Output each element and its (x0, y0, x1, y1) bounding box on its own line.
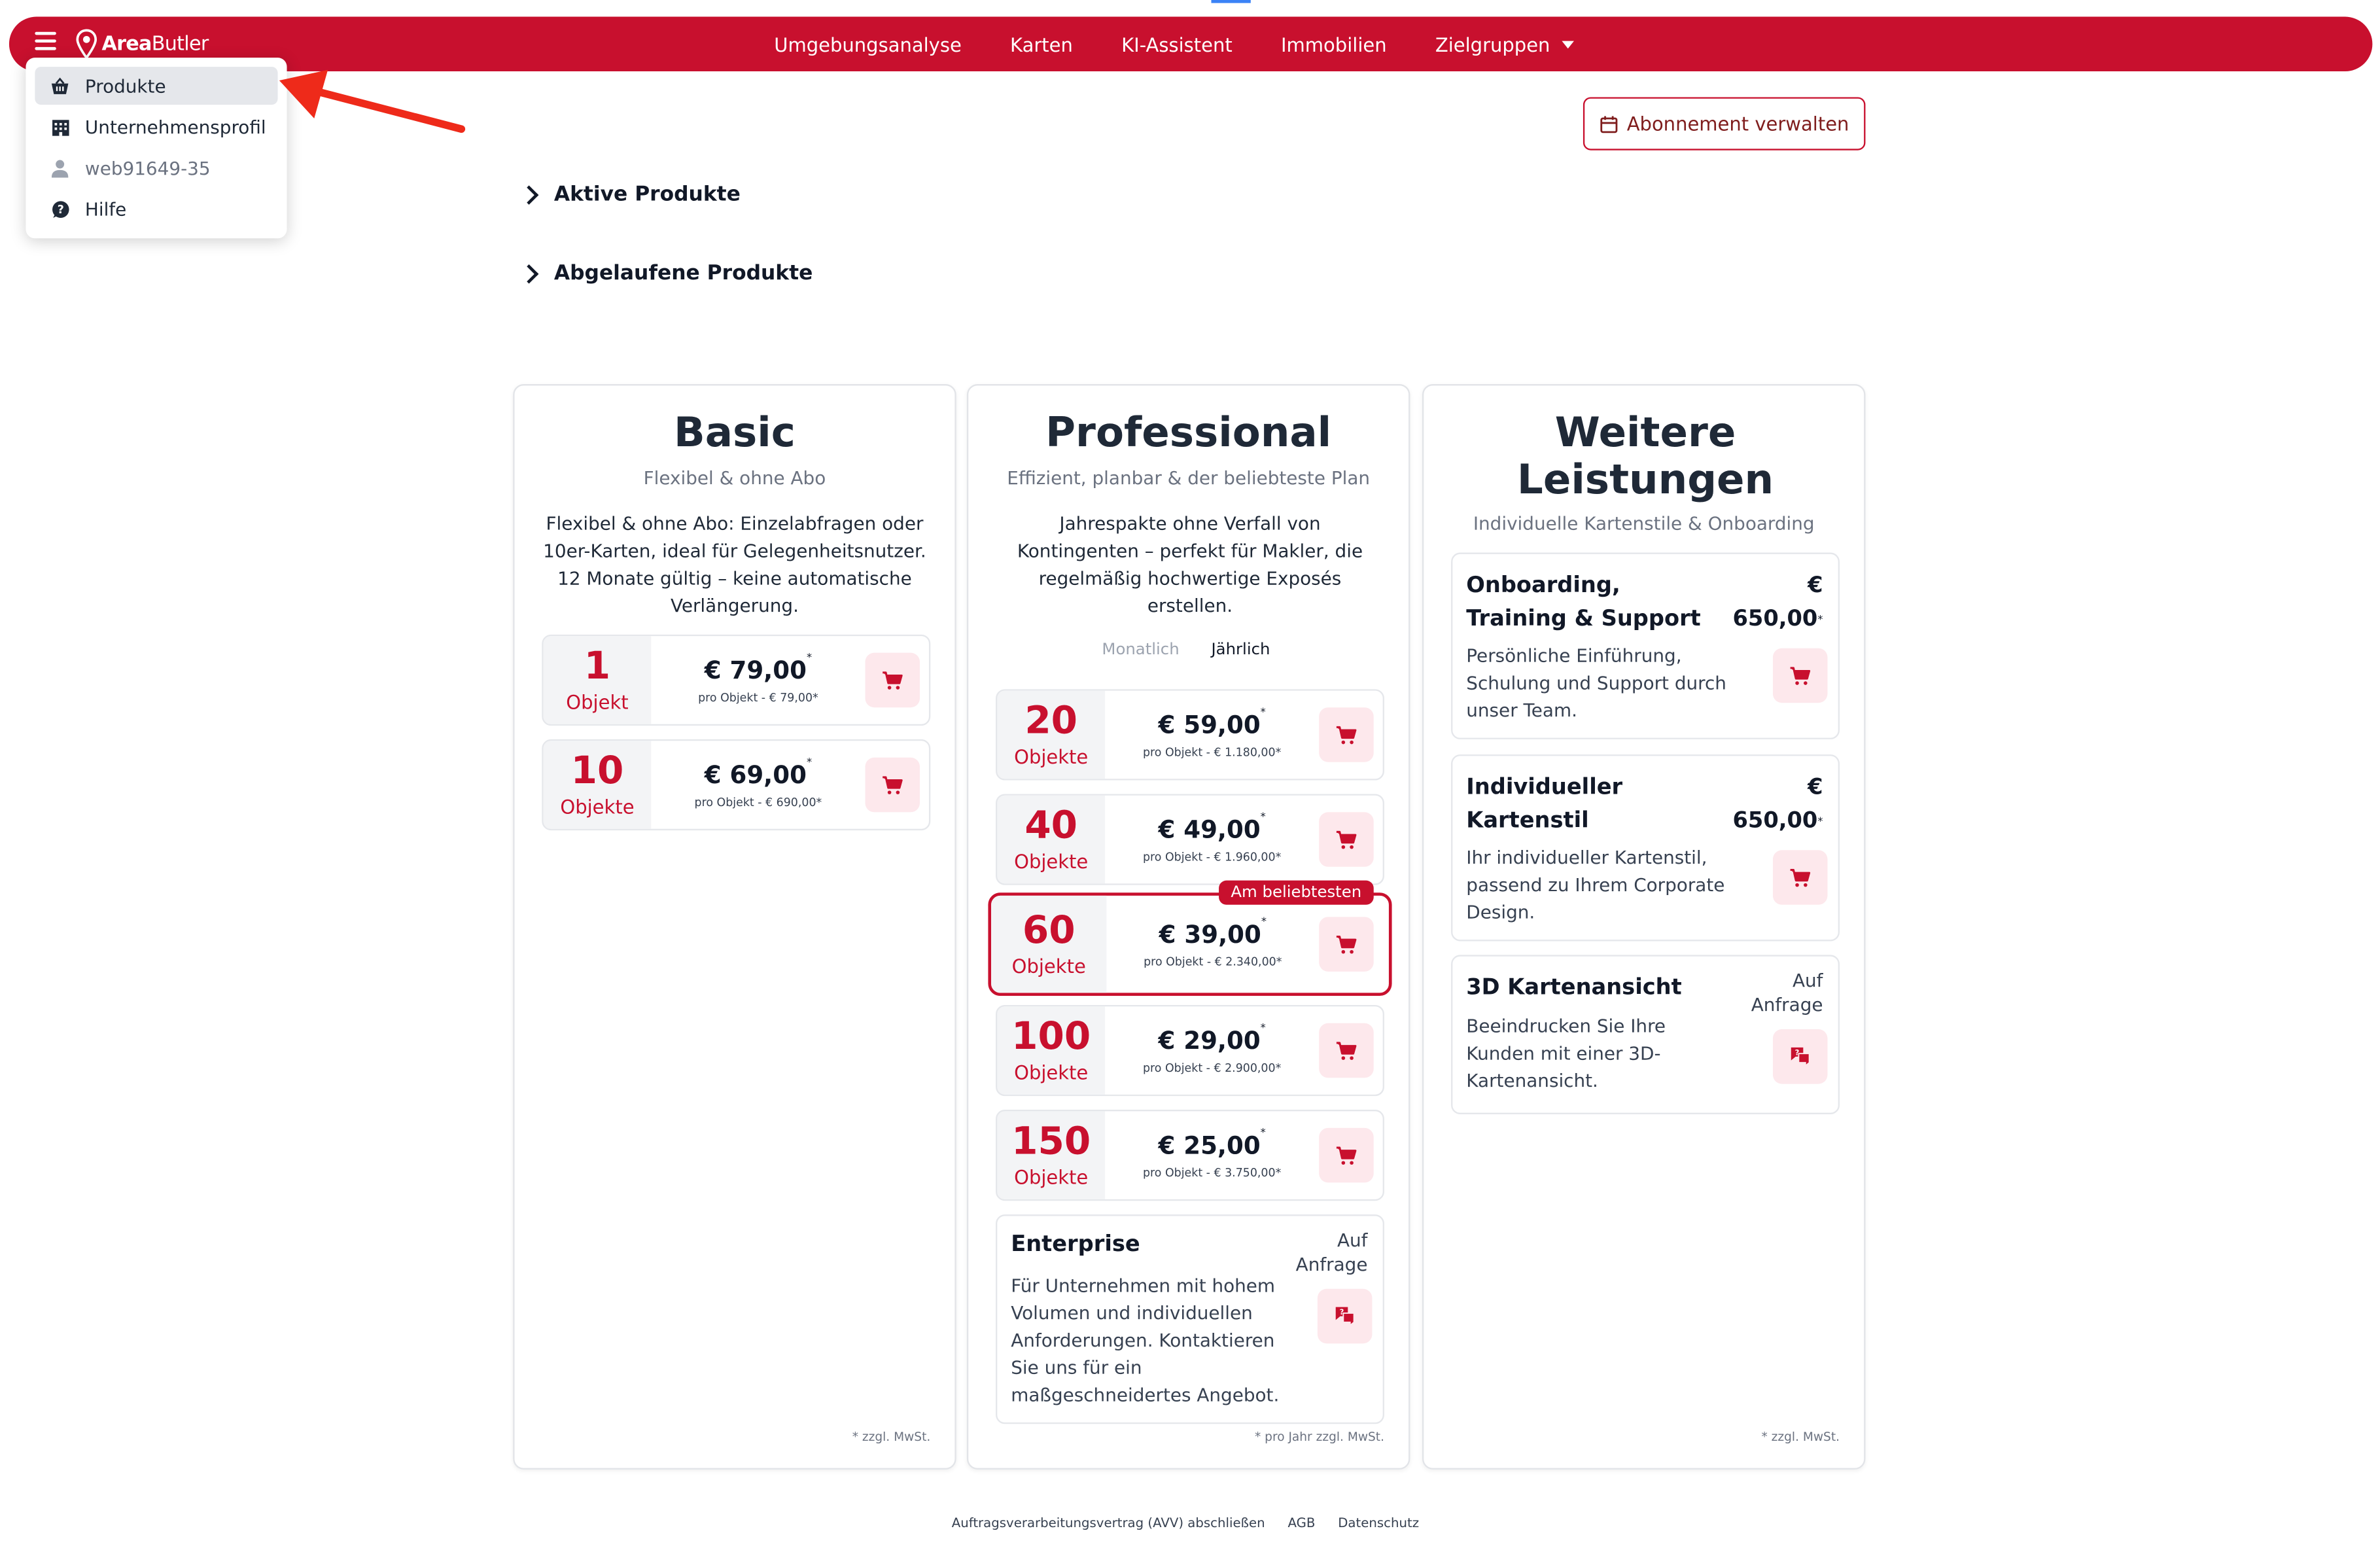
contact-request-button[interactable] (1773, 1029, 1828, 1084)
most-popular-badge: Am beliebtesten (1219, 881, 1374, 905)
nav-ki-assistent[interactable]: KI-Assistent (1121, 32, 1233, 56)
plan-count: 60 (1022, 908, 1076, 952)
enterprise-price: Auf Anfrage (1295, 1229, 1368, 1275)
active-products-label: Aktive Produkte (553, 182, 741, 207)
service-onboarding (1451, 553, 1840, 739)
card-subtitle: Effizient, planbar & der beliebteste Plan (1007, 467, 1371, 489)
enterprise-title: Enterprise (1011, 1232, 1140, 1258)
hamburger-menu-icon[interactable] (35, 32, 56, 56)
footer-link-agb[interactable]: AGB (1287, 1516, 1316, 1532)
enterprise-plan-box (996, 1214, 1384, 1424)
cart-icon (1789, 665, 1810, 685)
plan-price: € 39,00 (1159, 920, 1261, 949)
brand-name-bold: Area (101, 32, 152, 56)
menu-item-unternehmensprofil[interactable] (35, 108, 277, 146)
svg-text:?: ? (1339, 1307, 1344, 1317)
plan-per-object: pro Objekt - € 79,00* (698, 690, 818, 705)
calendar-icon (1600, 115, 1618, 133)
expired-products-toggle[interactable] (521, 261, 813, 285)
billing-toggle-monthly[interactable]: Monatlich (1102, 641, 1180, 659)
plan-price: € 29,00 (1158, 1026, 1261, 1055)
plan-price: € 69,00 (704, 760, 807, 790)
service-price-value: 650,00 (1732, 809, 1818, 834)
chat-question-icon (1334, 1305, 1355, 1326)
card-subtitle: Flexibel & ohne Abo (643, 467, 826, 489)
cart-icon (882, 775, 903, 794)
service-price-currency: € (1808, 775, 1823, 800)
plan-count: 150 (1011, 1118, 1091, 1163)
chat-question-icon (1789, 1046, 1810, 1067)
service-price: € 650,00* (1733, 569, 1823, 636)
card-title: Basic (673, 410, 796, 457)
expired-products-label: Abgelaufene Produkte (553, 261, 813, 286)
plan-count: 20 (1024, 698, 1078, 743)
card-title: Professional (1045, 410, 1332, 457)
plan-unit: Objekte (1014, 850, 1089, 873)
add-to-cart-button[interactable] (1773, 648, 1828, 703)
plan-per-object: pro Objekt - € 1.180,00* (1142, 745, 1282, 760)
menu-item-produkte[interactable] (35, 67, 277, 105)
professional-plan-card (967, 384, 1410, 1470)
card-subtitle: Individuelle Kartenstile & Onboarding (1473, 513, 1815, 535)
service-custom-map-style (1451, 754, 1840, 941)
nav-immobilien[interactable]: Immobilien (1280, 32, 1387, 56)
chevron-right-icon (519, 185, 539, 204)
cart-icon (1336, 934, 1357, 954)
help-chat-icon (50, 199, 70, 219)
svg-text:?: ? (1794, 1048, 1800, 1057)
add-to-cart-button[interactable] (1319, 1128, 1374, 1183)
basket-icon (50, 76, 70, 96)
plan-price: € 49,00 (1158, 815, 1261, 845)
menu-item-label: web91649-35 (84, 157, 211, 179)
svg-text:?: ? (56, 203, 63, 217)
card-description: Jahrespakte ohne Verfall von Kontingenten – perfekt für Makler, die regelmäßig hochwertige Exposés erstellen. (1017, 513, 1363, 616)
plan-unit: Objekte (1014, 745, 1089, 768)
card-description: Flexibel & ohne Abo: Einzelabfragen oder 10er-Karten, ideal für Gelegenheitsnutzer. 12 Monate gültig – keine automatische Verlängerung. (543, 513, 926, 616)
user-icon (50, 158, 70, 177)
plan-unit: Objekte (1014, 1165, 1089, 1189)
add-to-cart-button[interactable] (1319, 812, 1374, 867)
plan-per-object: pro Objekt - € 690,00* (694, 795, 822, 809)
plan-unit: Objekte (560, 795, 635, 819)
plan-option-100[interactable]: 100 Objekte € 29,00* pro Objekt - € 2.900,00* (996, 1005, 1384, 1096)
plan-price: € 25,00 (1158, 1131, 1261, 1160)
nav-umgebungsanalyse[interactable]: Umgebungsanalyse (774, 32, 962, 56)
add-to-cart-button[interactable] (865, 653, 920, 708)
menu-item-hilfe[interactable] (35, 190, 277, 228)
card-footnote: * zzgl. MwSt. (852, 1430, 931, 1444)
card-footnote: * pro Jahr zzgl. MwSt. (1255, 1430, 1384, 1444)
cart-icon (1336, 830, 1357, 849)
map-pin-logo-icon (76, 29, 97, 59)
plan-count: 1 (584, 643, 611, 688)
menu-item-user-account (35, 149, 277, 186)
service-3d-map-view (1451, 955, 1840, 1114)
plan-count: 10 (570, 748, 624, 793)
red-arrow-annotation (267, 63, 467, 136)
menu-item-label: Produkte (84, 75, 166, 97)
plan-option-20[interactable]: 20 Objekte € 59,00* pro Objekt - € 1.180,00* (996, 689, 1384, 780)
plan-count: 100 (1011, 1014, 1091, 1059)
top-loading-indicator (1211, 0, 1250, 3)
plan-unit: Objekt (566, 690, 629, 714)
contact-request-button[interactable] (1318, 1289, 1373, 1344)
cart-icon (1789, 868, 1810, 887)
additional-services-card (1422, 384, 1865, 1470)
add-to-cart-button[interactable] (1319, 1023, 1374, 1078)
brand-name-light: Butler (151, 32, 209, 56)
nav-zielgruppen-dropdown[interactable] (1435, 33, 1575, 56)
service-price-currency: € (1808, 574, 1823, 599)
nav-zielgruppen-label: Zielgruppen (1435, 32, 1550, 56)
add-to-cart-button[interactable] (1319, 707, 1374, 762)
plan-unit: Objekte (1011, 955, 1086, 978)
cart-icon (1336, 725, 1357, 745)
service-description: Persönliche Einführung, Schulung und Support durch unser Team. (1466, 645, 1726, 722)
user-menu-dropdown (26, 58, 287, 238)
active-products-toggle[interactable] (521, 182, 741, 206)
footer-link-datenschutz[interactable]: Datenschutz (1338, 1516, 1420, 1532)
plan-option-150[interactable]: 150 Objekte € 25,00* pro Objekt - € 3.750,00* (996, 1110, 1384, 1201)
service-title: 3D Kartenansicht (1466, 976, 1682, 1000)
plan-count: 40 (1024, 803, 1078, 847)
service-description: Ihr individueller Kartenstil, passend zu Ihrem Corporate Design. (1466, 847, 1725, 923)
service-description: Beeindrucken Sie Ihre Kunden mit einer 3D-Kartenansicht. (1466, 1015, 1666, 1092)
enterprise-description: Für Unternehmen mit hohem Volumen und individuellen Anforderungen. Kontaktieren Sie uns für ein maßgeschneidertes Angebot. (1011, 1275, 1280, 1406)
card-footnote: * zzgl. MwSt. (1761, 1430, 1840, 1444)
cart-icon (1336, 1040, 1357, 1060)
caret-down-icon (1562, 41, 1575, 49)
manage-subscription-button[interactable] (1583, 97, 1866, 150)
footer-links (952, 1517, 1442, 1532)
brand-logo[interactable] (76, 26, 209, 62)
plan-unit: Objekte (1014, 1061, 1089, 1084)
plan-option-1[interactable]: 1 Objekt € 79,00* pro Objekt - € 79,00* (542, 635, 930, 726)
service-price: € 650,00* (1733, 771, 1823, 838)
plan-per-object: pro Objekt - € 1.960,00* (1142, 850, 1282, 864)
plan-per-object: pro Objekt - € 2.340,00* (1144, 955, 1282, 969)
service-price-value: 650,00 (1732, 607, 1818, 632)
card-title: Weitere Leistungen (1516, 410, 1774, 504)
cart-icon (882, 670, 903, 690)
service-price: Auf Anfrage (1751, 970, 1823, 1016)
billing-toggle-yearly[interactable]: Jährlich (1211, 641, 1270, 659)
add-to-cart-button[interactable] (865, 758, 920, 813)
chevron-right-icon (519, 264, 539, 283)
service-title: Individueller Kartenstil (1466, 775, 1623, 834)
plan-option-60-popular[interactable]: Am beliebtesten 60 Objekte € 39,00* pro Objekt - € 2.340,00* (988, 892, 1391, 996)
plan-per-object: pro Objekt - € 3.750,00* (1142, 1165, 1282, 1180)
menu-item-label: Hilfe (84, 198, 127, 220)
basic-plan-card (513, 384, 956, 1470)
nav-karten[interactable]: Karten (1010, 32, 1073, 56)
plan-price: € 79,00 (704, 656, 807, 685)
service-title: Onboarding, Training & Support (1466, 574, 1701, 632)
add-to-cart-button[interactable] (1773, 850, 1828, 905)
plan-option-10[interactable]: 10 Objekte € 69,00* pro Objekt - € 690,00* (542, 739, 930, 830)
footer-link-avv[interactable]: Auftragsverarbeitungsvertrag (AVV) abschließen (951, 1516, 1265, 1532)
cart-icon (1336, 1146, 1357, 1165)
add-to-cart-button[interactable] (1319, 917, 1374, 972)
building-icon (50, 117, 70, 137)
plan-per-object: pro Objekt - € 2.900,00* (1142, 1061, 1282, 1075)
menu-item-label: Unternehmensprofil (84, 116, 266, 137)
manage-subscription-label: Abonnement verwalten (1626, 112, 1849, 135)
plan-price: € 59,00 (1158, 710, 1261, 739)
plan-option-40[interactable]: 40 Objekte € 49,00* pro Objekt - € 1.960,00* (996, 794, 1384, 885)
